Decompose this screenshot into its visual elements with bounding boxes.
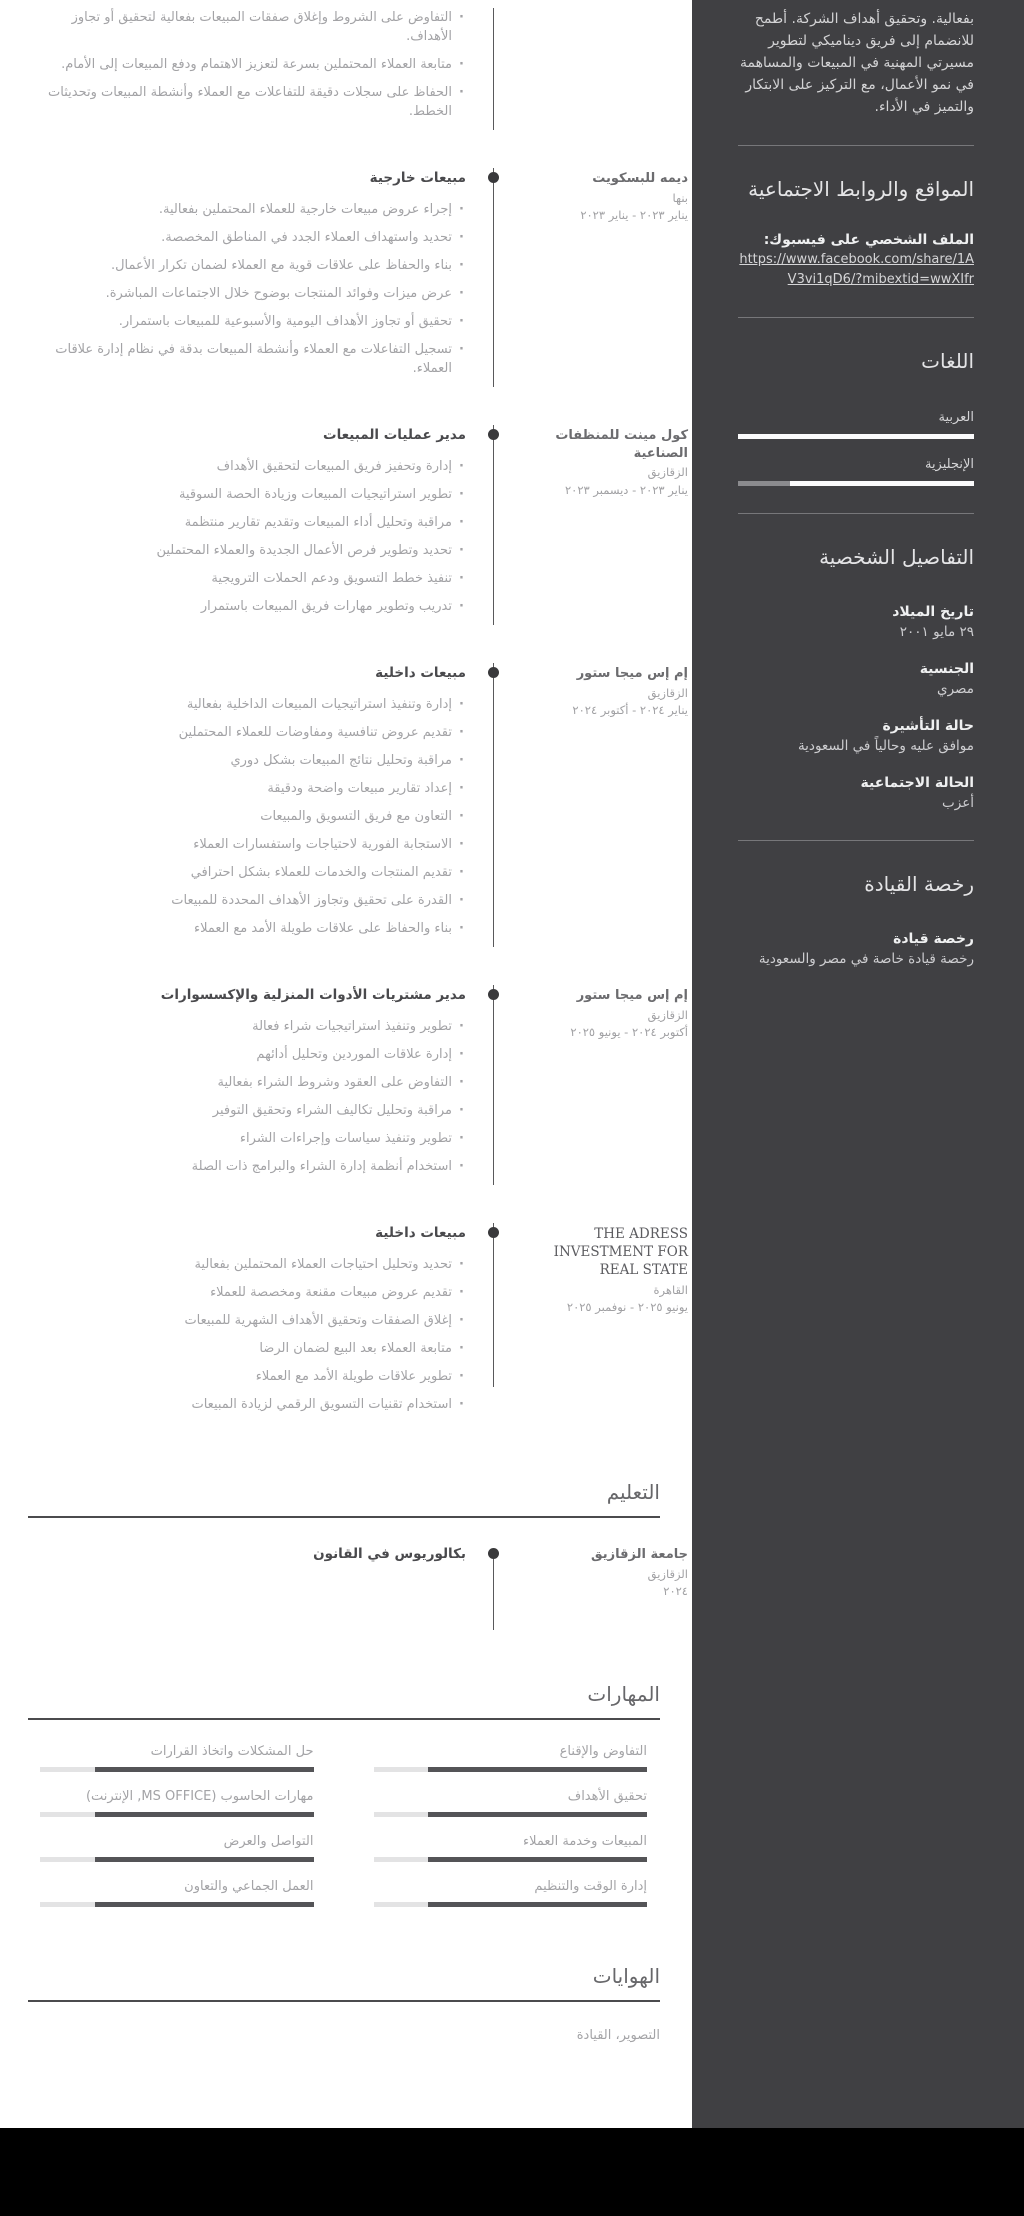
detail-item [738, 773, 974, 813]
skill-level-bar [374, 1857, 648, 1862]
company-name: ديمه للبسكويت [592, 171, 688, 186]
company-name: إم إس ميجا ستور [576, 988, 688, 1003]
entry-side [506, 168, 692, 387]
language-item [738, 457, 974, 486]
bullet-list [30, 1255, 466, 1414]
timeline-dot [488, 429, 499, 440]
skill-label: العمل الجماعي والتعاون [184, 1879, 314, 1894]
experience-entry [0, 8, 692, 168]
bullet-item: · تقديم المنتجات والخدمات للعملاء بشكل احترافي [30, 863, 466, 882]
skill-label: إدارة الوقت والتنظيم [534, 1879, 647, 1894]
section-rule [28, 1516, 660, 1518]
skills-grid [28, 1744, 660, 1907]
skill-item [374, 1834, 648, 1862]
skill-label: التواصل والعرض [223, 1834, 314, 1849]
bullet-item: · التفاوض على الشروط وإغلاق صفقات المبيعات بفعالية لتحقيق أو تجاوز الأهداف. [30, 8, 466, 46]
links-header: المواقع والروابط الاجتماعية [748, 177, 974, 201]
job-title: مبيعات داخلية [375, 665, 466, 681]
entry-dates: يناير ٢٠٢٣ - يناير ٢٠٢٣ [580, 208, 688, 223]
bullet-list [30, 695, 466, 938]
job-title: مبيعات داخلية [375, 1225, 466, 1241]
language-item [738, 410, 974, 439]
timeline-line [480, 425, 506, 625]
bullet-item: · تدريب وتطوير مهارات فريق المبيعات باستمرار [30, 597, 466, 616]
experience-entry [0, 1223, 692, 1461]
skill-label: حل المشكلات واتخاذ القرارات [150, 1744, 314, 1759]
company-name: THE ADRESS INVESTMENT FOR REAL STATE [553, 1226, 688, 1279]
language-name: الإنجليزية [924, 457, 974, 472]
detail-value: مصري [937, 681, 974, 697]
bullet-item: · استخدام أنظمة إدارة الشراء والبرامج ذات الصلة [30, 1157, 466, 1176]
skill-level-fill [95, 1857, 314, 1862]
bullet-item: · التعاون مع فريق التسويق والمبيعات [30, 807, 466, 826]
detail-label: تاريخ الميلاد [892, 604, 974, 620]
skill-item [40, 1834, 314, 1862]
entry-body [0, 168, 480, 387]
bullet-item: · مراقبة وتحليل أداء المبيعات وتقديم تقارير منتظمة [30, 513, 466, 532]
detail-item [738, 659, 974, 699]
bullet-item: · إعداد تقارير مبيعات واضحة ودقيقة [30, 779, 466, 798]
details-list [738, 602, 974, 813]
languages-section [738, 348, 974, 486]
language-level-bar [738, 434, 974, 439]
bullet-item: · متابعة العملاء بعد البيع لضمان الرضا [30, 1339, 466, 1358]
entry-side [506, 8, 692, 130]
bullet-item: · مراقبة وتحليل نتائج المبيعات بشكل دوري [30, 751, 466, 770]
sidebar-divider [738, 840, 974, 841]
skill-level-fill [95, 1767, 314, 1772]
skill-level-fill [428, 1767, 647, 1772]
timeline-line [480, 8, 506, 130]
timeline-dot [488, 1227, 499, 1238]
bullet-item: · بناء والحفاظ على علاقات قوية مع العملاء لضمان تكرار الأعمال. [30, 256, 466, 275]
company-name: إم إس ميجا ستور [576, 666, 688, 681]
bullet-item: · مراقبة وتحليل تكاليف الشراء وتحقيق التوفير [30, 1101, 466, 1120]
experience-entry [0, 168, 692, 425]
bullet-item: · تطوير علاقات طويلة الأمد مع العملاء [30, 1367, 466, 1386]
bullet-item: · تطوير وتنفيذ استراتيجيات شراء فعالة [30, 1017, 466, 1036]
bullet-item: · إغلاق الصفقات وتحقيق الأهداف الشهرية للمبيعات [30, 1311, 466, 1330]
skill-level-fill [428, 1902, 647, 1907]
languages-list [738, 410, 974, 486]
skill-level-bar [374, 1767, 648, 1772]
skill-level-fill [95, 1812, 314, 1817]
detail-item [738, 602, 974, 642]
languages-header: اللغات [921, 349, 974, 373]
bullet-list [30, 457, 466, 616]
language-level-bar [738, 481, 974, 486]
social-links-section [738, 176, 974, 290]
skill-label: تحقيق الأهداف [567, 1789, 647, 1804]
school-name: جامعة الزقازيق [591, 1547, 688, 1562]
entry-side [506, 425, 692, 625]
sidebar-divider [738, 317, 974, 318]
entry-side [506, 1544, 692, 1666]
language-name: العربية [938, 410, 974, 425]
bullet-item: · التفاوض على العقود وشروط الشراء بفعالية [30, 1073, 466, 1092]
bullet-list [30, 200, 466, 378]
company-city: الزقازيق [647, 465, 688, 480]
detail-value: أعزب [942, 795, 974, 811]
skill-item [374, 1744, 648, 1772]
facebook-link[interactable]: https://www.facebook.com/share/1AV3vi1qD6/?mibextid=wwXIfr [739, 252, 974, 287]
company-city: القاهرة [653, 1282, 688, 1297]
bullet-item: · استخدام تقنيات التسويق الرقمي لزيادة المبيعات [30, 1395, 466, 1414]
driving-license-section [738, 871, 974, 969]
bullet-item: · تقديم عروض تنافسية ومفاوضات للعملاء المحتملين [30, 723, 466, 742]
entry-side [506, 1223, 692, 1423]
detail-label: حالة التأشيرة [882, 718, 974, 734]
entry-side [506, 663, 692, 947]
entry-body [0, 1544, 480, 1666]
experience-entry [0, 663, 692, 985]
license-value: رخصة قيادة خاصة في مصر والسعودية [758, 951, 974, 967]
bullet-item: · إدارة وتنفيذ استراتيجيات المبيعات الداخلية بفعالية [30, 695, 466, 714]
timeline-line [480, 1544, 506, 1666]
bullet-item: · عرض ميزات وفوائد المنتجات بوضوح خلال الاجتماعات المباشرة. [30, 284, 466, 303]
bullet-item: · القدرة على تحقيق وتجاوز الأهداف المحددة للمبيعات [30, 891, 466, 910]
bullet-item: · إدارة وتحفيز فريق المبيعات لتحقيق الأهداف [30, 457, 466, 476]
entry-dates: يناير ٢٠٢٣ - ديسمبر ٢٠٢٣ [565, 482, 688, 497]
timeline-dot [488, 1548, 499, 1559]
detail-value: ٢٩ مايو ٢٠٠١ [899, 624, 974, 640]
bullet-item: · تحديد واستهداف العملاء الجدد في المناطق المخصصة. [30, 228, 466, 247]
entry-body [0, 663, 480, 947]
detail-label: الحالة الاجتماعية [860, 775, 974, 791]
timeline-dot [488, 989, 499, 1000]
school-city: الزقازيق [647, 1566, 688, 1581]
bullet-item: · تسجيل التفاعلات مع العملاء وأنشطة المبيعات بدقة في نظام إدارة علاقات العملاء. [30, 340, 466, 378]
entry-side [506, 985, 692, 1185]
timeline-dot [488, 667, 499, 678]
skill-level-fill [428, 1857, 647, 1862]
bullet-item: · تحقيق أو تجاوز الأهداف اليومية والأسبوعية للمبيعات باستمرار. [30, 312, 466, 331]
entry-body [0, 425, 480, 625]
skill-level-fill [428, 1812, 647, 1817]
skill-level-bar [374, 1812, 648, 1817]
timeline-line [480, 663, 506, 947]
hobbies-text: التصوير، القيادة [576, 2028, 660, 2043]
skill-item [374, 1789, 648, 1817]
bullet-item: · تحديد وتطوير فرص الأعمال الجديدة والعملاء المحتملين [30, 541, 466, 560]
objective-text: بفعالية. وتحقيق أهداف الشركة. أطمح للانضمام إلى فريق ديناميكي لتطوير مسيرتي المهنية في المبيعات والمساهمة في نمو الأعمال، مع التركيز على الابتكار والتميز في الأداء. [740, 11, 974, 115]
bullet-item: · تحديد وتحليل احتياجات العملاء المحتملين بفعالية [30, 1255, 466, 1274]
entry-dates: يناير ٢٠٢٤ - أكتوبر ٢٠٢٤ [572, 703, 688, 718]
job-title: مدير عمليات المبيعات [323, 427, 466, 443]
sidebar [692, 0, 1024, 2128]
education-year: ٢٠٢٤ [663, 1584, 688, 1599]
section-rule [28, 1718, 660, 1720]
bullet-list [30, 1017, 466, 1176]
skill-item [374, 1879, 648, 1907]
skill-level-bar [40, 1767, 314, 1772]
entry-dates: أكتوبر ٢٠٢٤ - يونيو ٢٠٢٥ [570, 1025, 688, 1040]
experience-entry [0, 425, 692, 663]
skill-item [40, 1789, 314, 1817]
detail-item [738, 716, 974, 756]
bullet-item: · تطوير وتنفيذ سياسات وإجراءات الشراء [30, 1129, 466, 1148]
bullet-item: · بناء والحفاظ على علاقات طويلة الأمد مع العملاء [30, 919, 466, 938]
bullet-list [30, 8, 466, 121]
bullet-item: · الاستجابة الفورية لاحتياجات واستفسارات العملاء [30, 835, 466, 854]
bullet-item: · الحفاظ على سجلات دقيقة للتفاعلات مع العملاء وأنشطة المبيعات وتحديثات الخطط. [30, 83, 466, 121]
bullet-item: · إجراء عروض مبيعات خارجية للعملاء المحتملين بفعالية. [30, 200, 466, 219]
timeline-line [480, 168, 506, 387]
personal-details-section [738, 544, 974, 813]
job-title: مبيعات خارجية [369, 170, 466, 186]
facebook-label: الملف الشخصي على فيسبوك: [763, 232, 974, 248]
bullet-item: · إدارة علاقات الموردين وتحليل أدائهم [30, 1045, 466, 1064]
experience-entry [0, 985, 692, 1223]
bullet-item: · متابعة العملاء المحتملين بسرعة لتعزيز الاهتمام ودفع المبيعات إلى الأمام. [30, 55, 466, 74]
company-city: الزقازيق [647, 1007, 688, 1022]
education-header: التعليم [606, 1480, 660, 1504]
timeline-dot [488, 172, 499, 183]
degree-title: بكالوريوس في القانون [313, 1546, 466, 1562]
skills-header: المهارات [587, 1682, 660, 1706]
sidebar-divider [738, 513, 974, 514]
hobbies-section [28, 1963, 660, 2043]
bullet-item: · تقديم عروض مبيعات مقنعة ومخصصة للعملاء [30, 1283, 466, 1302]
company-city: الزقازيق [647, 685, 688, 700]
language-level-fill [790, 481, 974, 486]
bullet-item: · تطوير استراتيجيات المبيعات وزيادة الحصة السوقية [30, 485, 466, 504]
entry-body [0, 985, 480, 1185]
skill-level-fill [95, 1902, 314, 1907]
skill-level-bar [374, 1902, 648, 1907]
entry-body [0, 1223, 480, 1423]
language-level-fill [738, 434, 974, 439]
skills-section [28, 1681, 660, 1907]
company-name: كول مينت للمنظفات الصناعية [555, 428, 688, 461]
entry-body [0, 8, 480, 130]
skill-level-bar [40, 1902, 314, 1907]
timeline-line [480, 985, 506, 1185]
education-section [28, 1479, 688, 1666]
detail-label: الجنسية [919, 661, 974, 677]
company-city: بنها [672, 190, 688, 205]
skill-label: مهارات الحاسوب (MS OFFICE, الإنترنت) [85, 1789, 314, 1804]
skill-item [40, 1879, 314, 1907]
timeline-line [480, 1223, 506, 1423]
job-title: مدير مشتريات الأدوات المنزلية والإكسسوارات [160, 987, 466, 1003]
license-header: رخصة القيادة [864, 872, 974, 896]
section-rule [28, 2000, 660, 2002]
skill-level-bar [40, 1812, 314, 1817]
hobbies-header: الهوايات [592, 1964, 660, 1988]
skill-label: التفاوض والإقناع [559, 1744, 647, 1759]
details-header: التفاصيل الشخصية [819, 545, 974, 569]
detail-value: موافق عليه وحالياً في السعودية [797, 738, 974, 754]
skill-level-bar [40, 1857, 314, 1862]
sidebar-divider [738, 145, 974, 146]
viewer-background [0, 2128, 1024, 2216]
entry-dates: يونيو ٢٠٢٥ - نوفمبر ٢٠٢٥ [566, 1300, 688, 1315]
license-label: رخصة قيادة [893, 931, 974, 947]
bullet-item: · تنفيذ خطط التسويق ودعم الحملات الترويجية [30, 569, 466, 588]
education-entry [0, 1544, 692, 1666]
experience-section [0, 8, 692, 1461]
skill-item [40, 1744, 314, 1772]
skill-label: المبيعات وخدمة العملاء [523, 1834, 647, 1849]
